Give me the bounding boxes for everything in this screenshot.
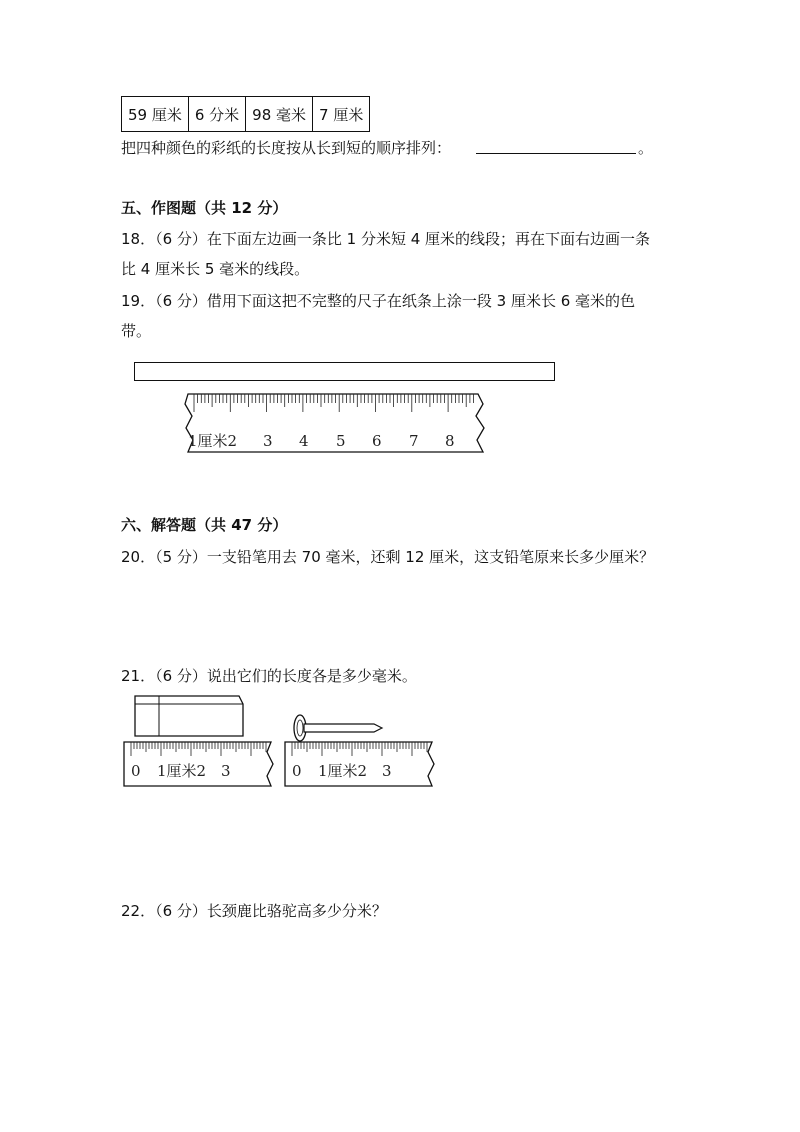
ruler-label: 3: [221, 762, 231, 780]
sort-question-end: 。: [638, 139, 654, 157]
answer-blank[interactable]: [476, 153, 636, 154]
ruler-label: 3: [263, 432, 273, 450]
ruler-label: 3: [382, 762, 392, 780]
ruler-label: 1厘米2: [188, 432, 238, 450]
ruler-label: 0: [131, 762, 141, 780]
question-19-line2: 带。: [121, 322, 152, 340]
eraser-ruler-figure: [121, 692, 281, 788]
paper-strip[interactable]: [134, 362, 555, 381]
table-cell: 59 厘米: [122, 97, 189, 132]
question-22: 22．（6 分）长颈鹿比骆驼高多少分米？: [121, 902, 387, 920]
question-18-line1: 18．（6 分）在下面左边画一条比 1 分米短 4 厘米的线段；再在下面右边画一条: [121, 230, 651, 248]
sort-question-text: 把四种颜色的彩纸的长度按从长到短的顺序排列：: [121, 139, 452, 157]
ruler-label: 0: [292, 762, 302, 780]
ruler-label: 4: [299, 432, 309, 450]
question-21: 21．（6 分）说出它们的长度各是多少毫米。: [121, 667, 417, 685]
ruler-label: 7: [409, 432, 419, 450]
ruler-label: 6: [372, 432, 382, 450]
paper-length-table: [121, 96, 370, 132]
question-18-line2: 比 4 厘米长 5 毫米的线段。: [121, 260, 310, 278]
section-heading-6: 六、解答题（共 47 分）: [121, 516, 288, 534]
sort-question: [121, 137, 451, 159]
ruler-label: 8: [445, 432, 455, 450]
table-cell: 6 分米: [188, 97, 245, 132]
incomplete-ruler: [178, 388, 508, 458]
question-20: 20．（5 分）一支铅笔用去 70 毫米，还剩 12 厘米，这支铅笔原来长多少厘米？: [121, 548, 655, 566]
ruler-label: 1厘米2: [318, 762, 368, 780]
ruler-label: 1厘米2: [157, 762, 207, 780]
ruler-label: 5: [336, 432, 346, 450]
table-cell: 7 厘米: [313, 97, 370, 132]
nail-ruler-figure: [282, 692, 442, 788]
question-19-line1: 19．（6 分）借用下面这把不完整的尺子在纸条上涂一段 3 厘米长 6 毫米的色: [121, 292, 636, 310]
section-heading-5: 五、作图题（共 12 分）: [121, 199, 288, 217]
table-cell: 98 毫米: [246, 97, 313, 132]
